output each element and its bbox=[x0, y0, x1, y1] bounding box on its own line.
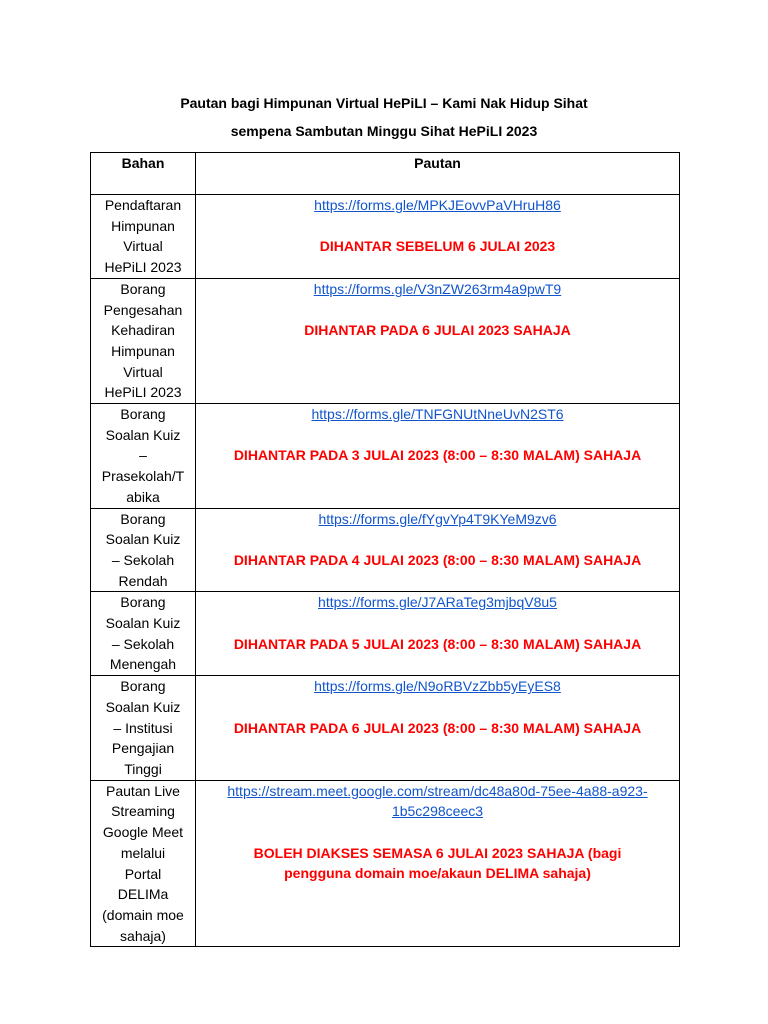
bahan-text-line: Soalan Kuiz bbox=[105, 426, 181, 443]
bahan-text-line: Borang bbox=[120, 594, 166, 611]
link-text-line[interactable]: https://forms.gle/V3nZW263rm4a9pwT9 bbox=[313, 280, 562, 297]
bahan-cell bbox=[91, 404, 196, 509]
bahan-text-line: Borang bbox=[120, 406, 166, 423]
bahan-text-line: abika bbox=[126, 488, 160, 505]
bahan-text-line: Google Meet bbox=[102, 824, 184, 841]
link-text-line[interactable]: https://forms.gle/J7ARaTeg3mjbqV8u5 bbox=[318, 594, 557, 611]
bahan-text-line: Virtual bbox=[123, 363, 163, 380]
submission-note bbox=[196, 843, 679, 884]
form-link[interactable] bbox=[196, 509, 679, 530]
pautan-cell bbox=[196, 195, 680, 279]
bahan-text-line: Rendah bbox=[118, 572, 168, 589]
bahan-text-line: DELIMa bbox=[117, 886, 169, 903]
bahan-text-line: Soalan Kuiz bbox=[105, 698, 181, 715]
link-text-line[interactable]: https://forms.gle/MPKJEovvPaVHruH86 bbox=[314, 197, 561, 213]
bahan-text-line: Kehadiran bbox=[111, 322, 175, 339]
pautan-cell bbox=[196, 278, 680, 403]
bahan-text-line: Borang bbox=[120, 678, 166, 695]
document-subtitle: sempena Sambutan Minggu Sihat HePiLI 2023 bbox=[230, 123, 538, 139]
bahan-cell bbox=[91, 508, 196, 592]
submission-note bbox=[196, 634, 679, 655]
header-bahan: Bahan bbox=[91, 153, 196, 195]
note-text-line: DIHANTAR PADA 5 JULAI 2023 (8:00 – 8:30 MALAM) SAHAJA bbox=[233, 635, 642, 652]
form-link[interactable] bbox=[196, 676, 679, 697]
pautan-cell bbox=[196, 508, 680, 592]
submission-note bbox=[196, 236, 679, 257]
form-link[interactable] bbox=[196, 404, 679, 425]
bahan-cell bbox=[91, 278, 196, 403]
pautan-cell bbox=[196, 780, 680, 947]
bahan-text-line: Pengesahan bbox=[103, 301, 183, 318]
submission-note bbox=[196, 550, 679, 571]
bahan-text-line: Prasekolah/T bbox=[101, 468, 185, 485]
link-text-line[interactable]: https://forms.gle/fYgvYp4T9KYeM9zv6 bbox=[318, 510, 557, 527]
table-row bbox=[91, 508, 680, 592]
table-row bbox=[91, 278, 680, 403]
bahan-text-line: Streaming bbox=[111, 803, 175, 820]
bahan-text-line: Tinggi bbox=[124, 760, 162, 777]
note-text-line: DIHANTAR PADA 3 JULAI 2023 (8:00 – 8:30 MALAM) SAHAJA bbox=[233, 447, 642, 464]
bahan-text-line: Himpunan bbox=[111, 342, 175, 359]
table-row bbox=[91, 404, 680, 509]
bahan-text-line: melalui bbox=[120, 844, 166, 861]
bahan-text-line: – Sekolah bbox=[111, 551, 175, 568]
form-link[interactable] bbox=[196, 592, 679, 613]
note-text-line: DIHANTAR SEBELUM 6 JULAI 2023 bbox=[319, 238, 556, 255]
form-link[interactable] bbox=[196, 279, 679, 300]
note-text-line: pengguna domain moe/akaun DELIMA sahaja) bbox=[284, 865, 591, 882]
bahan-text-line: Soalan Kuiz bbox=[105, 615, 181, 632]
bahan-text-line: Menengah bbox=[109, 656, 177, 673]
bahan-text-line: Soalan Kuiz bbox=[105, 531, 181, 548]
bahan-text-line: Himpunan bbox=[111, 217, 175, 234]
note-text-line: BOLEH DIAKSES SEMASA 6 JULAI 2023 SAHAJA (bagi bbox=[253, 844, 622, 861]
table-row bbox=[91, 676, 680, 781]
link-text-line[interactable]: 1b5c298ceec3 bbox=[391, 803, 484, 820]
submission-note bbox=[196, 320, 679, 341]
note-text-line: DIHANTAR PADA 6 JULAI 2023 (8:00 – 8:30 MALAM) SAHAJA bbox=[233, 719, 642, 736]
pautan-cell bbox=[196, 676, 680, 781]
table-row bbox=[91, 592, 680, 676]
bahan-text-line: Borang bbox=[120, 280, 166, 297]
table-body bbox=[91, 195, 680, 947]
bahan-text-line: Virtual bbox=[123, 238, 163, 255]
bahan-text-line: HePiLI 2023 bbox=[104, 384, 182, 401]
bahan-text-line: Pendaftaran bbox=[104, 197, 182, 213]
bahan-text-line: – bbox=[139, 447, 147, 464]
bahan-text-line: – Institusi bbox=[113, 719, 173, 736]
bahan-text-line: HePiLI 2023 bbox=[104, 259, 182, 276]
note-text-line: DIHANTAR PADA 4 JULAI 2023 (8:00 – 8:30 MALAM) SAHAJA bbox=[233, 551, 642, 568]
bahan-cell bbox=[91, 780, 196, 947]
form-link[interactable] bbox=[196, 781, 679, 822]
bahan-cell bbox=[91, 676, 196, 781]
table-row bbox=[91, 780, 680, 947]
bahan-text-line: Portal bbox=[124, 865, 162, 882]
note-text-line: DIHANTAR PADA 6 JULAI 2023 SAHAJA bbox=[304, 322, 571, 339]
links-table bbox=[90, 152, 680, 947]
table-header-row bbox=[91, 153, 680, 195]
form-link[interactable] bbox=[196, 195, 679, 216]
document-title: Pautan bagi Himpunan Virtual HePiLI – Kami Nak Hidup Sihat bbox=[180, 95, 588, 111]
link-text-line[interactable]: https://forms.gle/TNFGNUtNneUvN2ST6 bbox=[311, 406, 564, 423]
pautan-cell bbox=[196, 404, 680, 509]
bahan-cell bbox=[91, 592, 196, 676]
bahan-text-line: – Sekolah bbox=[111, 635, 175, 652]
bahan-text-line: Borang bbox=[120, 510, 166, 527]
link-text-line[interactable]: https://stream.meet.google.com/stream/dc48a80d-75ee-4a88-a923- bbox=[227, 782, 648, 799]
pautan-cell bbox=[196, 592, 680, 676]
submission-note bbox=[196, 445, 679, 466]
bahan-text-line: sahaja) bbox=[120, 927, 166, 944]
submission-note bbox=[196, 718, 679, 739]
link-text-line[interactable]: https://forms.gle/N9oRBVzZbb5yEyES8 bbox=[314, 678, 561, 695]
bahan-text-line: Pengajian bbox=[111, 740, 175, 757]
bahan-text-line: Pautan Live bbox=[106, 782, 180, 799]
table-row bbox=[91, 195, 680, 279]
bahan-cell bbox=[91, 195, 196, 279]
bahan-text-line: (domain moe bbox=[102, 906, 184, 923]
header-pautan: Pautan bbox=[196, 153, 680, 195]
